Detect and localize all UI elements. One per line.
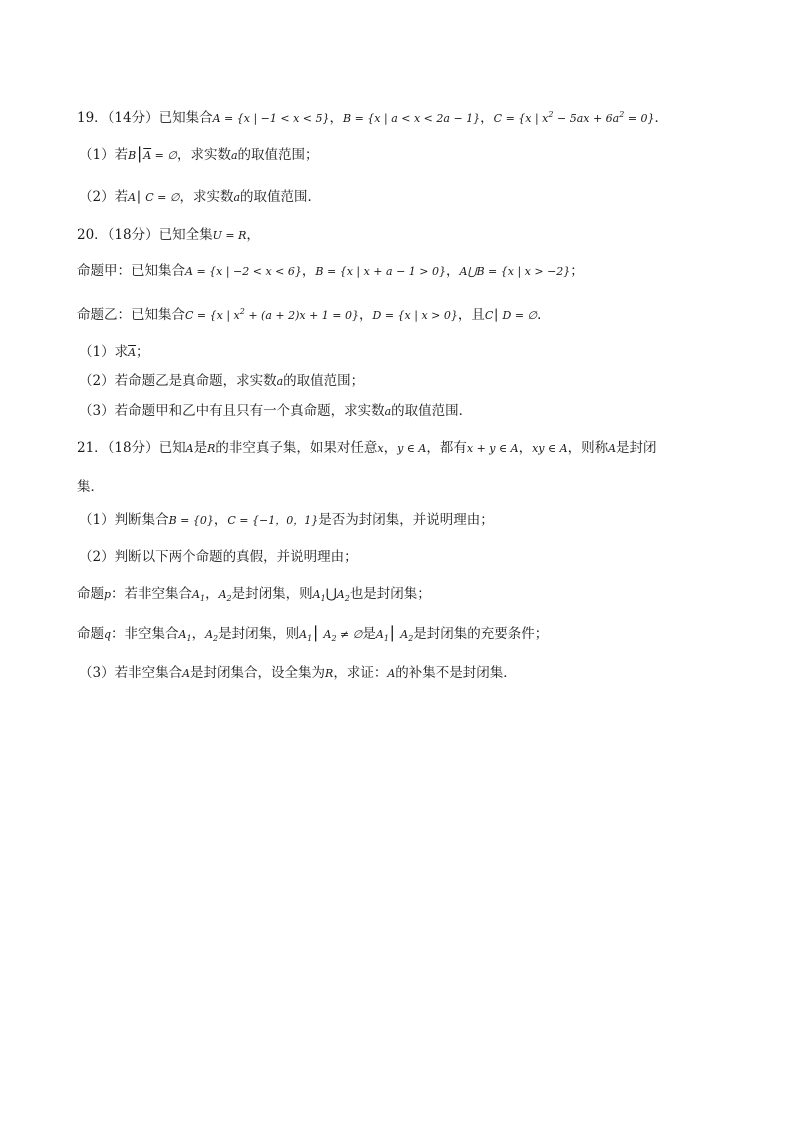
q20-part3-var: a	[384, 405, 392, 418]
q21-p-subscript: 2	[226, 594, 232, 603]
q20-yi-separator: ，	[359, 307, 373, 323]
q21-statement-wrap	[77, 478, 754, 496]
q19-set-c	[494, 112, 655, 125]
q21-part1-prefix: （1）判断集合	[79, 512, 169, 528]
q20-part3-end: 的取值范围．	[391, 403, 473, 419]
q21-p-subscript: 1	[200, 594, 206, 603]
q20-yi-set-c-part: + (a + 2)x + 1 = 0}	[244, 309, 360, 322]
q21-math: A	[185, 442, 194, 455]
q20-part3-text: （3）若命题甲和乙中有且只有一个真命题，求实数	[79, 403, 385, 419]
q21-text: ，	[518, 440, 533, 456]
q21-proposition-q	[77, 625, 754, 648]
q19-part2	[79, 188, 754, 207]
q21-p-prefix: 命题	[77, 586, 104, 602]
q20-part2	[79, 372, 754, 391]
q21-q-intersection: ⎮	[312, 626, 324, 642]
q19-part1-prefix: （1）若	[79, 147, 129, 163]
q21-statement	[77, 439, 754, 458]
q19-set-c-part: = 0}	[624, 112, 655, 125]
q19-header: 19．（14分）已知集合	[77, 110, 213, 126]
q21-q-text: ：非空集合	[111, 626, 179, 642]
q20-jia-union: A⋃B = {x | x > −2}	[459, 265, 571, 278]
q19-set-c-part: − 5ax + 6a	[553, 112, 620, 125]
q19-part2-end: 的取值范围．	[240, 189, 322, 205]
q21-text: 是封闭	[616, 440, 657, 456]
q20-part3	[79, 402, 754, 421]
q21-part3-text: 是封闭集合，设全集为	[190, 665, 326, 681]
q21-q-subscript: 2	[408, 634, 414, 643]
q21-q-text: ，	[191, 626, 206, 642]
q20-yi-text: ，且	[457, 307, 485, 323]
q21-math: x + y ∈ A	[466, 442, 519, 455]
q19-part1-math: = ∅	[151, 149, 177, 162]
q19-part1-text: ，求实数	[176, 147, 231, 163]
q21-p-subscript: 2	[344, 594, 350, 603]
q20-yi-set-d: D = {x | x > 0}	[372, 309, 458, 322]
q21-q-subscript: 1	[307, 634, 313, 643]
q21-p-text: 是封闭集，则	[231, 586, 313, 602]
q21-text: 的非空真子集，如果对任意	[215, 440, 378, 456]
q20-statement	[77, 226, 754, 245]
q21-part2	[79, 548, 754, 566]
q21-p-math: A	[218, 588, 227, 601]
q20-yi-end: ．	[537, 307, 551, 323]
q20-part1-complement: $\overline{A}$	[128, 346, 137, 359]
q20-header: 20．（18分）已知全集	[77, 227, 213, 243]
q20-header-end: ，	[246, 227, 260, 243]
q20-yi-prefix: 命题乙：已知集合	[77, 307, 185, 323]
q21-p-math: A	[312, 588, 321, 601]
q21-q-var: q	[104, 628, 112, 641]
q21-text: ，则称	[567, 440, 609, 456]
q21-q-math: A	[323, 628, 332, 641]
q21-part3-prefix: （3）若非空集合	[79, 665, 183, 681]
q21-part1-set-c: C = {−1，0，1}	[227, 514, 319, 527]
q21-q-end: 是封闭集的充要条件；	[413, 626, 549, 642]
q21-p-text: ：若非空集合	[111, 586, 193, 602]
q20-universe: U = R	[212, 229, 247, 242]
q19-set-a: A = {x | −1 < x < 5}	[212, 112, 330, 125]
q21-part3	[79, 664, 754, 683]
q21-proposition-p	[77, 585, 754, 608]
q20-part1	[79, 343, 754, 362]
q21-q-subscript: 1	[383, 634, 389, 643]
q21-p-union-symbol: ⋃	[325, 586, 337, 602]
q21-math: xy ∈ A	[532, 442, 568, 455]
q21-p-math: A	[336, 588, 345, 601]
q21-q-subscript: 1	[186, 634, 192, 643]
q21-p-var: p	[104, 588, 112, 601]
q21-text: ，	[383, 440, 398, 456]
q20-jia-end: ；	[570, 263, 584, 279]
q19-set-b: B = {x | a < x < 2a − 1}	[343, 112, 481, 125]
q20-jia-separator: ，	[446, 263, 460, 279]
q21-part1-set-b: B = {0}	[168, 514, 214, 527]
q20-jia-set-a: A = {x | −2 < x < 6}	[185, 265, 302, 278]
q19-part2-text: ，求实数	[179, 189, 234, 205]
q21-math: x	[377, 442, 384, 455]
q21-text: 是	[193, 440, 208, 456]
q19-end: ．	[654, 110, 669, 126]
q19-part1-var: a	[230, 149, 238, 162]
q19-set-c-exponent: 2	[548, 110, 554, 119]
q21-part3-math: A	[182, 667, 191, 680]
q21-part1	[79, 511, 754, 530]
q21-part1-end: 是否为封闭集，并说明理由；	[318, 512, 494, 528]
q21-q-prefix: 命题	[77, 626, 104, 642]
q19-statement	[77, 106, 754, 128]
q19-part1-complement: $\overline{A}$	[143, 149, 152, 162]
q20-part2-end: 的取值范围；	[283, 373, 365, 389]
q21-header: 21．（18分）已知	[77, 440, 186, 456]
q21-math: R	[207, 442, 216, 455]
q21-text: ，都有	[426, 440, 467, 456]
q21-q-math: ≠ ∅	[336, 628, 363, 641]
q21-q-intersection: ⎮	[388, 626, 401, 642]
q20-part2-text: （2）若命题乙是真命题，求实数	[79, 373, 277, 389]
q19-part2-math: A⎮ C = ∅	[128, 191, 180, 204]
q20-part1-end: ；	[136, 344, 150, 360]
q19-set-c-exponent: 2	[619, 110, 625, 119]
q21-q-math: A	[400, 628, 409, 641]
q21-q-text: 是	[362, 626, 376, 642]
q20-yi-set-c-part: C = {x | x	[185, 309, 240, 322]
q21-q-text: 是封闭集，则	[218, 626, 300, 642]
q21-header-wrap: 集．	[77, 479, 104, 495]
q21-q-math: A	[299, 628, 308, 641]
q20-proposition-yi	[77, 303, 754, 325]
q21-part3-end: 的补集不是封闭集．	[395, 665, 517, 681]
q21-q-subscript: 2	[213, 634, 219, 643]
q21-q-math: A	[205, 628, 214, 641]
q19-part1-end: 的取值范围；	[237, 147, 319, 163]
q21-q-math: A	[178, 628, 187, 641]
q21-part3-math: A	[387, 667, 396, 680]
q20-yi-exponent: 2	[239, 307, 245, 316]
q20-part1-prefix: （1）求	[79, 344, 129, 360]
q19-set-c-part: C = {x | x	[493, 112, 549, 125]
q21-q-subscript: 2	[331, 634, 337, 643]
q21-math: y ∈ A	[397, 442, 427, 455]
q20-jia-prefix: 命题甲：已知集合	[77, 263, 185, 279]
q19-part1-math: B	[128, 149, 137, 162]
q19-part1-intersection: ⎮	[136, 147, 144, 163]
q20-yi-condition: C⎮ D = ∅	[484, 309, 538, 322]
q21-p-math: A	[192, 588, 200, 601]
q20-proposition-jia	[77, 262, 754, 281]
q21-part3-text: ，求证：	[333, 665, 388, 681]
q19-separator: ，	[480, 110, 494, 126]
q20-part2-var: a	[276, 375, 284, 388]
q21-math: A	[608, 442, 617, 455]
q21-part2-text: （2）判断以下两个命题的真假，并说明理由；	[79, 549, 358, 565]
q21-p-subscript: 1	[320, 594, 326, 603]
q20-jia-separator: ，	[301, 263, 316, 279]
q21-part1-separator: ，	[213, 512, 228, 528]
q20-yi-set-c	[185, 309, 359, 322]
q20-jia-set-b: B = {x | x + a − 1 > 0}	[315, 265, 446, 278]
q21-part3-math: R	[325, 667, 334, 680]
q19-part1	[79, 146, 754, 165]
q21-p-text: ，	[205, 586, 219, 602]
q19-part2-prefix: （2）若	[79, 189, 129, 205]
q21-q-math: A	[375, 628, 384, 641]
q19-separator: ，	[329, 110, 344, 126]
q19-part2-var: a	[233, 191, 241, 204]
q21-p-end: 也是封闭集；	[349, 586, 431, 602]
